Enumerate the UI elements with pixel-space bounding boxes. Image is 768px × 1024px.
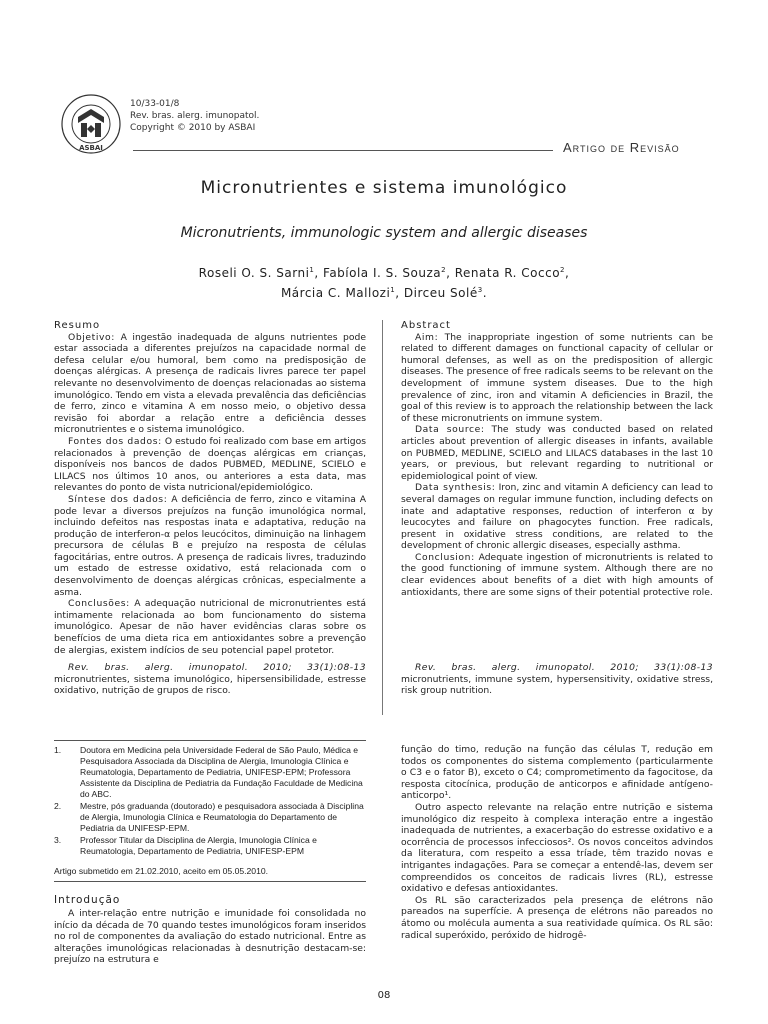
abstract-citation [401,662,713,697]
sintese-text: A deficiência de ferro, zinco e vitamina A pode levar a diversos prejuízos na função imunológica normal, incluindo defeitos nas respostas inata e adaptativa, redução na produção de interferon-α pelos leucócitos, diminuição na linhagem precursora de células B e prejuízo na resposta de células fagocitárias, entre outros. A presença de radicais livres, traduzindo um estado de estresse oxidativo, está relacionada com o desenvolvimento de doenças alérgicas crônicas, especialmente a asma. [54,493,367,598]
author-affiliation: 3 [477,286,483,294]
body-paragraph: Os RL são caracterizados pela presença de elétrons não pareados na superfície. A presença de elétrons não pareados no átomo ou molécula aumenta a sua reatividade química. Os RL são: radical superóxido, peróxido de hidrogê- [401,894,713,941]
author-name: Renata R. Cocco [454,266,561,280]
abstract-keywords: micronutrients, immune system, hypersensitivity, oxidative stress, risk group nutrition. [401,673,713,697]
source-text: The study was conducted based on related articles about prevention of allergic diseases in infants, available on PUBMED, MEDLINE, SCIELO and LILACS databases in the last 10 years, or previous, but relevant regarding to nutritional or epidemiological point of view. [401,424,714,482]
abstract-synthesis [401,482,713,552]
footnote-number: 1. [54,745,62,755]
author-sep: , [395,286,404,300]
conclusion-label: Conclusion: [415,551,475,563]
abstract-aim [401,332,713,425]
author-sep: , [314,266,324,280]
aim-text: The inappropriate ingestion of some nutrients can be related to different damages on functional capacity of cellular or humoral defenses, as well as on the predisposition of allergic diseases. The presence of free radicals seems to be relevant on the development of immune system diseases. Due to the high prevalence of zinc, iron and vitamin A deficiencies in Brazil, the goal of this review is to approach the relationship between the lack of these micronutrients on immune system. [401,331,713,424]
resumo-objetivo [54,332,366,436]
footnote-text: Doutora em Medicina pela Universidade Federal de São Paulo, Médica e Pesquisadora Associada da Disciplina de Alergia, Imunologia Clínica e Reumatologia, Departamento de Pediatria, UNIFESP-EPM; Professora Assistente da Disciplina de Pediatria da Fundação Faculdade de Medicina do ABC. [80,745,363,799]
aim-label: Aim: [415,331,439,343]
synthesis-label: Data synthesis: [415,482,496,494]
journal-header [130,98,259,134]
footnote-number: 2. [54,801,62,811]
abstract-ref: Rev. bras. alerg. imunopatol. 2010; 33(1):08-13 [415,662,713,674]
author-affiliation: 1 [390,286,396,294]
intro-paragraph: A inter-relação entre nutrição e imunidade foi consolidada no início da década de 70 quando testes imunológicos foram inseridos no rol de componentes da avaliação do estado nutricional. Entre as alterações imunológicas relacionadas à desnutrição destacam-se: prejuízo na estrutura e [54,908,366,966]
footnote-text: Mestre, pós graduanda (doutorado) e pesquisadora associada à Disciplina de Alergia, Imunologia Clínica e Reumatologia do Departamento de Pediatria da UNIFESP-EPM. [80,801,364,833]
authors-line-1 [120,262,648,282]
fontes-text: O estudo foi realizado com base em artigos relacionados à prevenção de doenças alérgicas em crianças, disponíveis nos bancos de dados PUBMED, MEDLINE, SCIELO e LILACS nos últimos 10 anos, ou anteriores a esta data, mas relevantes do ponto de vista nutricional/epidemiológico. [54,435,366,494]
objetivo-label: Objetivo: [68,331,115,343]
author-name: Márcia C. Mallozi [280,286,391,300]
fontes-label: Fontes dos dados: [68,435,162,447]
resumo-sintese [54,494,366,598]
footnote-rule [54,740,366,741]
synthesis-text: Iron, zinc and vitamin A deficiency can lead to several damages on regular immune function, including defects on inate and adaptative responses, reduction of interferon α by leucocytes and failure on phagocytes function. Free radicals, present in oxidative stress conditions, are related to the development of chronic allergic diseases, especially asthma. [401,482,714,552]
copyright: Copyright © 2010 by ASBAI [130,123,256,133]
footnote [54,745,366,800]
authors [120,262,648,302]
conclusoes-text: A adequação nutricional de micronutrientes está intimamente relacionada ao bom funcionamento do sistema imunológico. Apesar de não haver evidências claras sobre os benefícios de uma dieta rica em antioxidantes sobre a prevenção de alergias, existem indícios de seu potencial papel protetor. [54,598,367,656]
abstract-section [401,320,713,697]
intro-heading: Introdução [54,894,121,906]
header-rule [133,150,553,151]
intro-body [54,908,366,966]
author-name: Roseli O. S. Sarni [198,266,310,280]
article-subtitle: Micronutrients, immunologic system and allergic diseases [180,225,588,241]
resumo-keywords: micronutrientes, sistema imunológico, hipersensibilidade, estresse oxidativo, nutrição de grupos de risco. [54,673,366,697]
body-continuation [401,744,713,941]
journal-name: Rev. bras. alerg. imunopatol. [130,111,260,121]
resumo-citation [54,662,366,697]
author-affiliation: 1 [309,266,315,274]
affiliation-notes [54,745,366,858]
author-affiliation: 2 [560,266,565,274]
article-code: 10/33-01/8 [130,99,180,109]
footnote-number: 3. [54,835,62,845]
body-paragraph: função do timo, redução na função das células T, redução em todos os componentes do sistema complemento (particularmente o C3 e o fator B), exceto o C4; comprometimento da fagocitose, da resposta citocínica, produção de anticorpos e afinidade antígeno-anticorpo¹. [401,744,713,802]
source-label: Data source: [415,424,485,436]
abstract-heading: Abstract [401,320,451,331]
author-sep: , [565,266,570,280]
resumo-ref: Rev. bras. alerg. imunopatol. 2010; 33(1):08-13 [68,662,366,674]
resumo-conclusoes [54,598,366,656]
column-divider [382,320,383,715]
author-name: Fabíola I. S. Souza [323,266,442,280]
footnote-text: Professor Titular da Disciplina de Alergia, Imunologia Clínica e Reumatologia, Departamento de Pediatria, UNIFESP-EPM [80,835,317,856]
author-affiliation: 2 [441,266,447,274]
footnote [54,801,366,834]
logo-text: ASBAI [79,144,103,152]
submission-dates: Artigo submetido em 21.02.2010, aceito em 05.05.2010. [54,866,366,882]
body-paragraph: Outro aspecto relevante na relação entre nutrição e sistema imunológico diz respeito à complexa interação entre a ingestão inadequada de nutrientes, a exacerbação do estresse oxidativo e a ocorrência de processos infecciosos². Os novos conceitos advindos da literatura, com respeito a essa tríade, têm trazido novas e intrigantes indagações. Para se começar a entendê-las, devem ser compreendidos os conceitos de radicais livres (RL), estresse oxidativo e defesas antioxidantes. [401,801,713,895]
objetivo-text: A ingestão inadequada de alguns nutrientes pode estar associada a diferentes prejuízos na capacidade normal de defesa celular e/ou humoral, bem como na predisposição de doenças alérgicas. A presença de radicais livres parece ter papel relevante no desenvolvimento de doenças relacionadas ao sistema imunológico. Tendo em vista a elevada prevalência das deficiências de ferro, zinco e vitamina A em nosso meio, o objetivo dessa revisão foi abordar a relação entre a deficiência desses micronutrientes e o sistema imunológico. [54,331,366,436]
author-sep: , [446,266,455,280]
abstract-conclusion [401,552,713,598]
conclusion-text: Adequate ingestion of micronutrients is related to the good functioning of immune system. Although there are no clear evidences about benefits of a diet with high amounts of antioxidants, there are some signs of their potential protective role. [401,551,714,598]
sintese-label: Síntese dos dados: [68,493,168,505]
page-number: 08 [377,990,391,1001]
resumo-fontes [54,436,366,494]
abstract-source [401,424,713,482]
asbai-seal-icon [60,93,122,155]
footnote [54,835,366,857]
resumo-section [54,320,366,697]
resumo-heading: Resumo [54,320,101,331]
conclusoes-label: Conclusões: [68,598,130,610]
authors-line-2 [120,282,648,302]
section-label [563,140,680,155]
asbai-logo [60,93,122,155]
author-sep: . [482,286,488,300]
author-name: Dirceu Solé [403,286,478,300]
article-title: Micronutrientes e sistema imunológico [200,178,568,198]
section-label-text: Artigo de Revisão [563,140,680,155]
